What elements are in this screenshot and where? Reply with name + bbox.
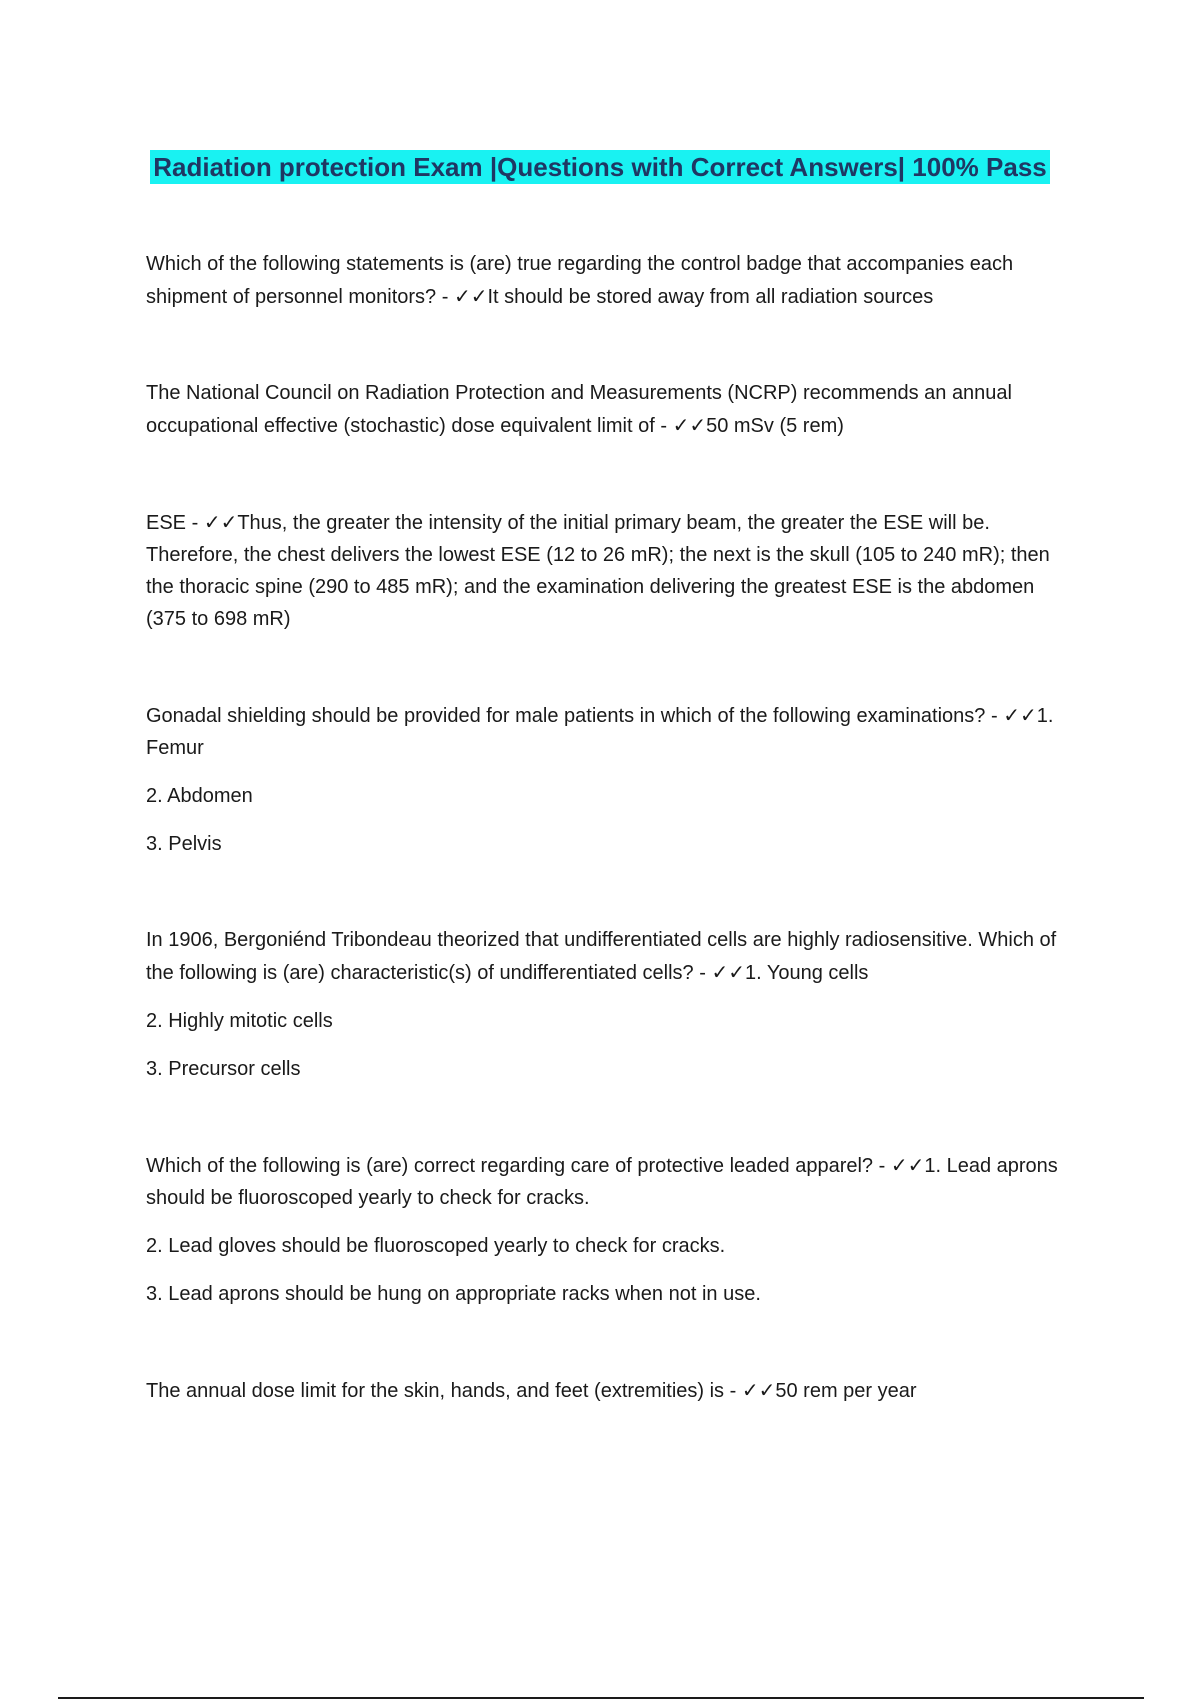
- qa-entry: [146, 506, 1066, 635]
- separator: -: [724, 1380, 742, 1402]
- entry-spacer: [146, 1310, 1066, 1374]
- qa-paragraph: [146, 699, 1066, 764]
- qa-entry: [146, 377, 1066, 442]
- double-check-icon: ✓✓: [890, 1153, 925, 1177]
- qa-paragraph: [146, 1374, 1066, 1407]
- entry-spacer: [146, 313, 1066, 377]
- question-text: ESE: [146, 512, 187, 534]
- entry-spacer: [146, 442, 1066, 506]
- qa-list: [146, 248, 1066, 1407]
- double-check-icon: ✓✓: [741, 1378, 776, 1402]
- answer-list-item: 2. Highly mitotic cells: [146, 1010, 333, 1032]
- separator: -: [693, 962, 712, 984]
- answer-text: Thus, the greater the intensity of the initial primary beam, the greater the ESE will be. Therefore, the chest delivers the lowest ESE (12 to 26 mR); the next is the skull (105 to 240 mR); then the thoracic spine (290 to 485 mR); and the examination delivering the greatest ESE is the abdomen (375 to 698 mR): [146, 512, 1050, 630]
- qa-paragraph: [146, 377, 1066, 442]
- question-text: Which of the following is (are) correct regarding care of protective leaded apparel?: [146, 1155, 874, 1177]
- separator: -: [186, 512, 204, 534]
- qa-entry: [146, 1374, 1066, 1407]
- answer-list-item: 2. Abdomen: [146, 785, 253, 807]
- double-check-icon: ✓✓: [672, 413, 707, 437]
- entry-spacer: [146, 1085, 1066, 1149]
- qa-paragraph: [146, 1149, 1066, 1214]
- question-text: In 1906, Bergoniénd Tribondeau theorized that undifferentiated cells are highly radiosensitive. Which of the following is (are) characteristic(s) of undifferentiated cells?: [146, 929, 1057, 984]
- answer-text: It should be stored away from all radiation sources: [487, 286, 934, 308]
- question-text: Gonadal shielding should be provided for male patients in which of the following examinations?: [146, 705, 986, 727]
- question-text: Which of the following statements is (are) true regarding the control badge that accompanies each shipment of personnel monitors?: [146, 253, 1014, 308]
- answer-list-item: 3. Precursor cells: [146, 1058, 301, 1080]
- double-check-icon: ✓✓: [203, 510, 238, 534]
- qa-entry: [146, 1149, 1066, 1310]
- answer-list-item: 3. Pelvis: [146, 833, 222, 855]
- separator: -: [654, 415, 673, 437]
- separator: -: [436, 286, 454, 308]
- question-text: The annual dose limit for the skin, hands, and feet (extremities) is: [146, 1380, 725, 1402]
- answer-text: 1. Young cells: [744, 962, 869, 984]
- double-check-icon: ✓✓: [711, 960, 745, 984]
- title-highlight: Radiation protection Exam |Questions with Correct Answers| 100% Pass: [150, 150, 1050, 184]
- separator: -: [985, 705, 1004, 727]
- entry-spacer: [146, 635, 1066, 699]
- question-text: The National Council on Radiation Protection and Measurements (NCRP) recommends an annual occupational effective (stochastic) dose equivalent limit of: [146, 382, 1012, 437]
- answer-text: 50 mSv (5 rem): [706, 415, 844, 437]
- answer-text: 1. Lead aprons should be fluoroscoped yearly to check for cracks.: [146, 1155, 1058, 1209]
- qa-paragraph: [146, 506, 1066, 635]
- double-check-icon: ✓✓: [453, 284, 488, 308]
- double-check-icon: ✓✓: [1003, 703, 1037, 727]
- answer-text: 1. Femur: [146, 705, 1054, 759]
- qa-paragraph: [146, 248, 1066, 313]
- document-title: [140, 146, 1060, 189]
- qa-entry: [146, 924, 1066, 1085]
- entry-spacer: [146, 860, 1066, 924]
- answer-list-item: 3. Lead aprons should be hung on appropriate racks when not in use.: [146, 1283, 761, 1305]
- answer-list-item: 2. Lead gloves should be fluoroscoped yearly to check for cracks.: [146, 1235, 726, 1257]
- qa-entry: [146, 699, 1066, 860]
- answer-text: 50 rem per year: [775, 1380, 917, 1402]
- qa-paragraph: [146, 924, 1066, 989]
- page-bottom-divider: [58, 1697, 1144, 1699]
- separator: -: [873, 1155, 891, 1177]
- qa-entry: [146, 248, 1066, 313]
